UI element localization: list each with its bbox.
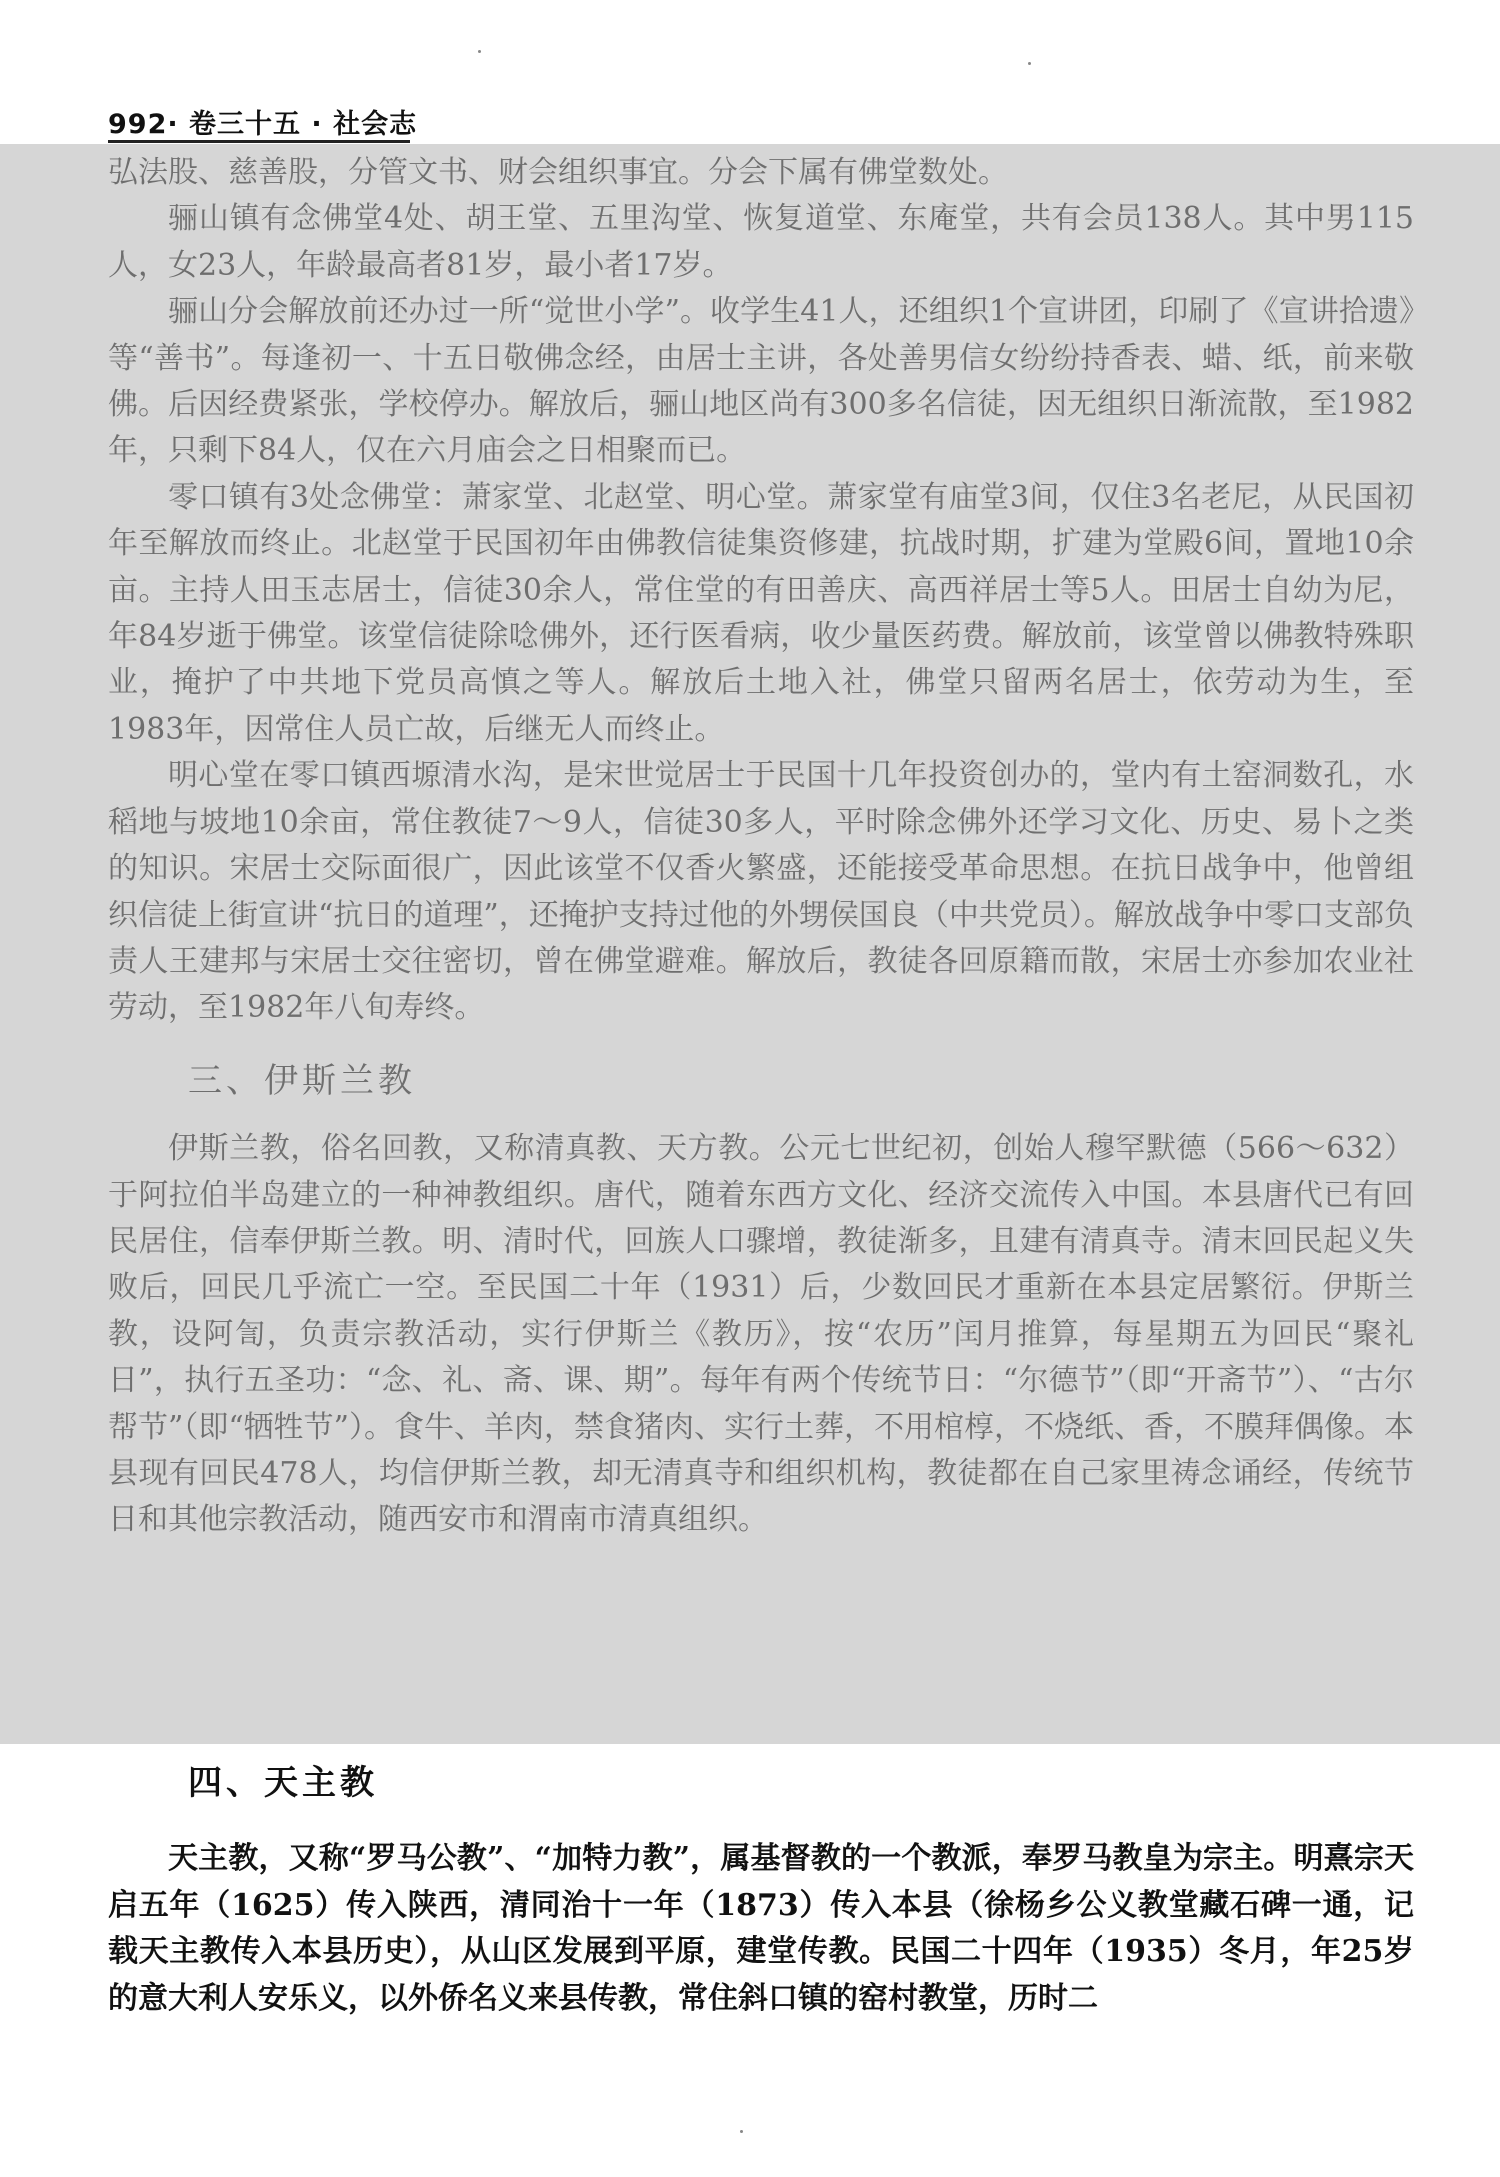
scan-speck xyxy=(1028,62,1031,65)
paragraph-mingxin-hall: 明心堂在零口镇西塬清水沟，是宋世觉居士于民国十几年投资创办的，堂内有土窑洞数孔，水稻地与坡地10余亩，常住教徒7～9人，信徒30多人，平时除念佛外还学习文化、历史、易卜之类的知识。宋居士交际面很广，因此该堂不仅香火繁盛，还能接受革命思想。在抗日战争中，他曾组织信徒上街宣讲“抗日的道理”，还掩护支持过他的外甥侯国良（中共党员）。解放战争中零口支部负责人王建邦与宋居士交往密切，曾在佛堂避难。解放后，教徒各回原籍而散，宋居士亦参加农业社劳动，至1982年八旬寿终。 xyxy=(108,758,1414,1026)
paragraph-lishan-halls: 骊山镇有念佛堂4处、胡王堂、五里沟堂、恢复道堂、东庵堂，共有会员138人。其中男115人，女23人，年龄最高者81岁，最小者17岁。 xyxy=(108,201,1414,283)
paragraph-continuation: 弘法股、慈善股，分管文书、财会组织事宜。分会下属有佛堂数处。 xyxy=(108,155,1008,190)
scan-speck xyxy=(478,50,481,53)
paragraph-lishan-branch: 骊山分会解放前还办过一所“觉世小学”。收学生41人，还组织1个宣讲团，印刷了《宣讲拾遗》等“善书”。每逢初一、十五日敬佛念经，由居士主讲，各处善男信女纷纷持香表、蜡、纸，前来敬佛。后因经费紧张，学校停办。解放后，骊山地区尚有300多名信徒，因无组织日渐流散，至1982年，只剩下84人，仅在六月庙会之日相聚而已。 xyxy=(108,294,1414,469)
paragraph-islam: 伊斯兰教，俗名回教，又称清真教、天方教。公元七世纪初，创始人穆罕默德（566～632）于阿拉伯半岛建立的一种神教组织。唐代，随着东西方文化、经济交流传入中国。本县唐代已有回民居住，信奉伊斯兰教。明、清时代，回族人口骤增，教徒渐多，且建有清真寺。清末回民起义失败后，回民几乎流亡一空。至民国二十年（1931）后，少数回民才重新在本县定居繁衍。伊斯兰教，设阿訇，负责宗教活动，实行伊斯兰《教历》，按“农历”闰月推算，每星期五为回民“聚礼日”，执行五圣功：“念、礼、斋、课、期”。每年有两个传统节日：“尔德节”（即“开斋节”）、“古尔帮节”（即“牺牲节”）。食牛、羊肉，禁食猪肉、实行土葬，不用棺椁，不烧纸、香，不膜拜偶像。本县现有回民478人，均信伊斯兰教，却无清真寺和组织机构，教徒都在自己家里祷念诵经，传统节日和其他宗教活动，随西安市和渭南市清真组织。 xyxy=(108,1131,1415,1538)
scan-speck xyxy=(740,2130,743,2133)
section-heading-islam: 三、伊斯兰教 xyxy=(188,1060,416,1101)
white-text-block xyxy=(108,1760,1414,2022)
running-header: 992· 卷三十五 · 社会志 xyxy=(108,109,418,140)
paragraph-catholic: 天主教，又称“罗马公教”、“加特力教”，属基督教的一个教派，奉罗马教皇为宗主。明熹宗天启五年（1625）传入陕西，清同治十一年（1873）传入本县（徐杨乡公义教堂藏石碑一通，记载天主教传入本县历史），从山区发展到平原，建堂传教。民国二十四年（1935）冬月，年25岁的意大利人安乐义，以外侨名义来县传教，常住斜口镇的窑村教堂，历时二 xyxy=(108,1841,1414,2016)
section-heading-catholic: 四、天主教 xyxy=(188,1763,378,1803)
header-rule xyxy=(108,140,410,143)
gray-text-block xyxy=(108,150,1414,1544)
paragraph-lingkou-halls: 零口镇有3处念佛堂：萧家堂、北赵堂、明心堂。萧家堂有庙堂3间，仅住3名老尼，从民国初年至解放而终止。北赵堂于民国初年由佛教信徒集资修建，抗战时期，扩建为堂殿6间，置地10余亩。主持人田玉志居士，信徒30余人，常住堂的有田善庆、高西祥居士等5人。田居士自幼为尼，年84岁逝于佛堂。该堂信徒除唸佛外，还行医看病，收少量医药费。解放前，该堂曾以佛教特殊职业，掩护了中共地下党员高慎之等人。解放后土地入社，佛堂只留两名居士，依劳动为生，至1983年，因常住人员亡故，后继无人而终止。 xyxy=(108,479,1414,747)
